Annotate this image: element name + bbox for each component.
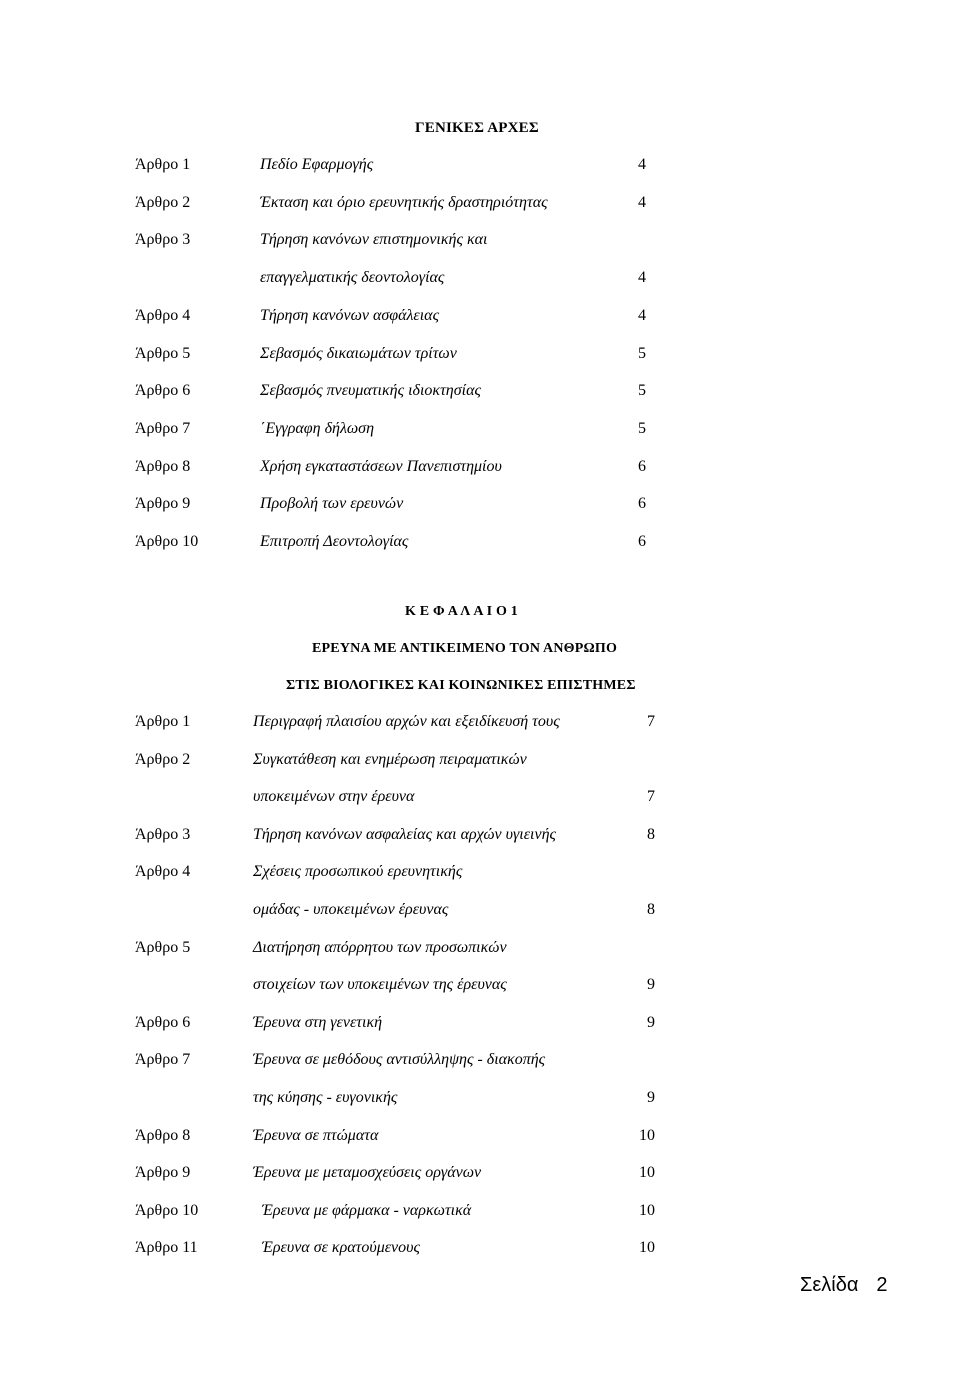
article-title: Σεβασμός δικαιωμάτων τρίτων bbox=[260, 344, 457, 362]
article-title: Προβολή των ερευνών bbox=[260, 495, 404, 513]
article-number: Άρθρο 1 bbox=[135, 713, 191, 730]
article-number: Άρθρο 4 bbox=[135, 306, 191, 324]
article-title: ΄Εγγραφη δήλωση bbox=[260, 419, 375, 437]
page-ref: 10 bbox=[639, 1164, 655, 1182]
article-number: Άρθρο 7 bbox=[135, 419, 191, 437]
article-title: επαγγελματικής δεοντολογίας bbox=[260, 269, 445, 287]
article-title: στοιχείων των υποκειμένων της έρευνας bbox=[253, 976, 507, 994]
article-number: Άρθρο 8 bbox=[135, 457, 191, 475]
article-title: Έκταση και όριο ερευνητικής δραστηριότητας bbox=[260, 193, 548, 211]
chapter-title-line2: ΣΤΙΣ ΒΙΟΛΟΓΙΚΕΣ ΚΑΙ ΚΟΙΝΩΝΙΚΕΣ ΕΠΙΣΤΗΜΕΣ bbox=[286, 678, 636, 693]
article-title: Σχέσεις προσωπικού ερευνητικής bbox=[253, 863, 463, 881]
page-ref: 4 bbox=[638, 193, 646, 211]
article-number: Άρθρο 6 bbox=[135, 382, 191, 400]
article-number: Άρθρο 11 bbox=[135, 1239, 198, 1257]
article-number: Άρθρο 5 bbox=[135, 938, 191, 956]
article-title: Έρευνα σε κρατούμενους bbox=[262, 1239, 420, 1257]
page-ref: 4 bbox=[638, 306, 646, 324]
page-ref: 4 bbox=[638, 156, 646, 173]
article-title: Έρευνα σε μεθόδους αντισύλληψης - διακοπής bbox=[253, 1051, 546, 1069]
article-number: Άρθρο 2 bbox=[135, 750, 191, 768]
article-number: Άρθρο 10 bbox=[135, 533, 199, 550]
article-number: Άρθρο 10 bbox=[135, 1201, 199, 1219]
article-title: Τήρηση κανόνων ασφαλείας και αρχών υγιεινής bbox=[253, 825, 557, 843]
page-ref: 5 bbox=[638, 382, 646, 400]
chapter-heading: Κ Ε Φ Α Λ Α Ι Ο 1 bbox=[405, 604, 518, 619]
page-ref: 6 bbox=[638, 533, 646, 550]
article-number: Άρθρο 6 bbox=[135, 1013, 191, 1031]
page-ref: 7 bbox=[647, 713, 655, 730]
article-title: Περιγραφή πλαισίου αρχών και εξειδίκευσή τους bbox=[253, 713, 560, 730]
page-ref: 9 bbox=[647, 1089, 655, 1106]
article-number: Άρθρο 9 bbox=[135, 495, 191, 513]
page-ref: 5 bbox=[638, 344, 646, 362]
page-ref: 7 bbox=[647, 788, 655, 806]
article-title: Πεδίο Εφαρμογής bbox=[260, 156, 374, 173]
article-title: Συγκατάθεση και ενημέρωση πειραματικών bbox=[253, 750, 527, 768]
article-title: Έρευνα με μεταμοσχεύσεις οργάνων bbox=[253, 1164, 482, 1182]
chapter-title-line1: ΕΡΕΥΝΑ ΜΕ ΑΝΤΙΚΕΙΜΕΝΟ ΤΟΝ ΑΝΘΡΩΠΟ bbox=[312, 641, 618, 656]
article-title: της κύησης - ευγονικής bbox=[253, 1089, 398, 1106]
article-number: Άρθρο 4 bbox=[135, 863, 191, 881]
article-title: Σεβασμός πνευματικής ιδιοκτησίας bbox=[260, 382, 481, 400]
article-number: Άρθρο 3 bbox=[135, 231, 191, 249]
page-number: 2 bbox=[876, 1274, 888, 1296]
article-title: ομάδας - υποκειμένων έρευνας bbox=[253, 901, 449, 918]
article-title: Έρευνα στη γενετική bbox=[253, 1013, 383, 1031]
article-number: Άρθρο 9 bbox=[135, 1164, 191, 1182]
page-ref: 10 bbox=[639, 1239, 655, 1257]
page-ref: 10 bbox=[639, 1201, 655, 1219]
page-ref: 4 bbox=[638, 269, 646, 287]
page-ref: 6 bbox=[638, 457, 646, 475]
article-title: Έρευνα με φάρμακα - ναρκωτικά bbox=[262, 1201, 472, 1219]
page-ref: 6 bbox=[638, 495, 646, 513]
page-ref: 10 bbox=[639, 1126, 655, 1144]
page-label: Σελίδα bbox=[800, 1274, 859, 1296]
article-number: Άρθρο 3 bbox=[135, 825, 191, 843]
article-title: Χρήση εγκαταστάσεων Πανεπιστημίου bbox=[260, 457, 502, 475]
page-ref: 5 bbox=[638, 419, 646, 437]
page-ref: 9 bbox=[647, 976, 655, 994]
article-title: Διατήρηση απόρρητου των προσωπικών bbox=[253, 938, 507, 956]
article-number: Άρθρο 8 bbox=[135, 1126, 191, 1144]
article-title: Τήρηση κανόνων επιστημονικής και bbox=[260, 231, 488, 249]
page-ref: 8 bbox=[647, 901, 655, 918]
article-number: Άρθρο 2 bbox=[135, 193, 191, 211]
article-title: Τήρηση κανόνων ασφάλειας bbox=[260, 306, 440, 324]
article-title: Επιτροπή Δεοντολογίας bbox=[260, 533, 409, 550]
section-heading-general-principles: ΓΕΝΙΚΕΣ ΑΡΧΕΣ bbox=[415, 120, 539, 136]
article-title: Έρευνα σε πτώματα bbox=[253, 1126, 379, 1144]
article-number: Άρθρο 7 bbox=[135, 1051, 191, 1069]
article-number: Άρθρο 5 bbox=[135, 344, 191, 362]
page-footer bbox=[800, 1274, 888, 1297]
article-number: Άρθρο 1 bbox=[135, 156, 191, 173]
article-title: υποκειμένων στην έρευνα bbox=[253, 788, 415, 806]
page-ref: 9 bbox=[647, 1013, 655, 1031]
page-ref: 8 bbox=[647, 825, 655, 843]
